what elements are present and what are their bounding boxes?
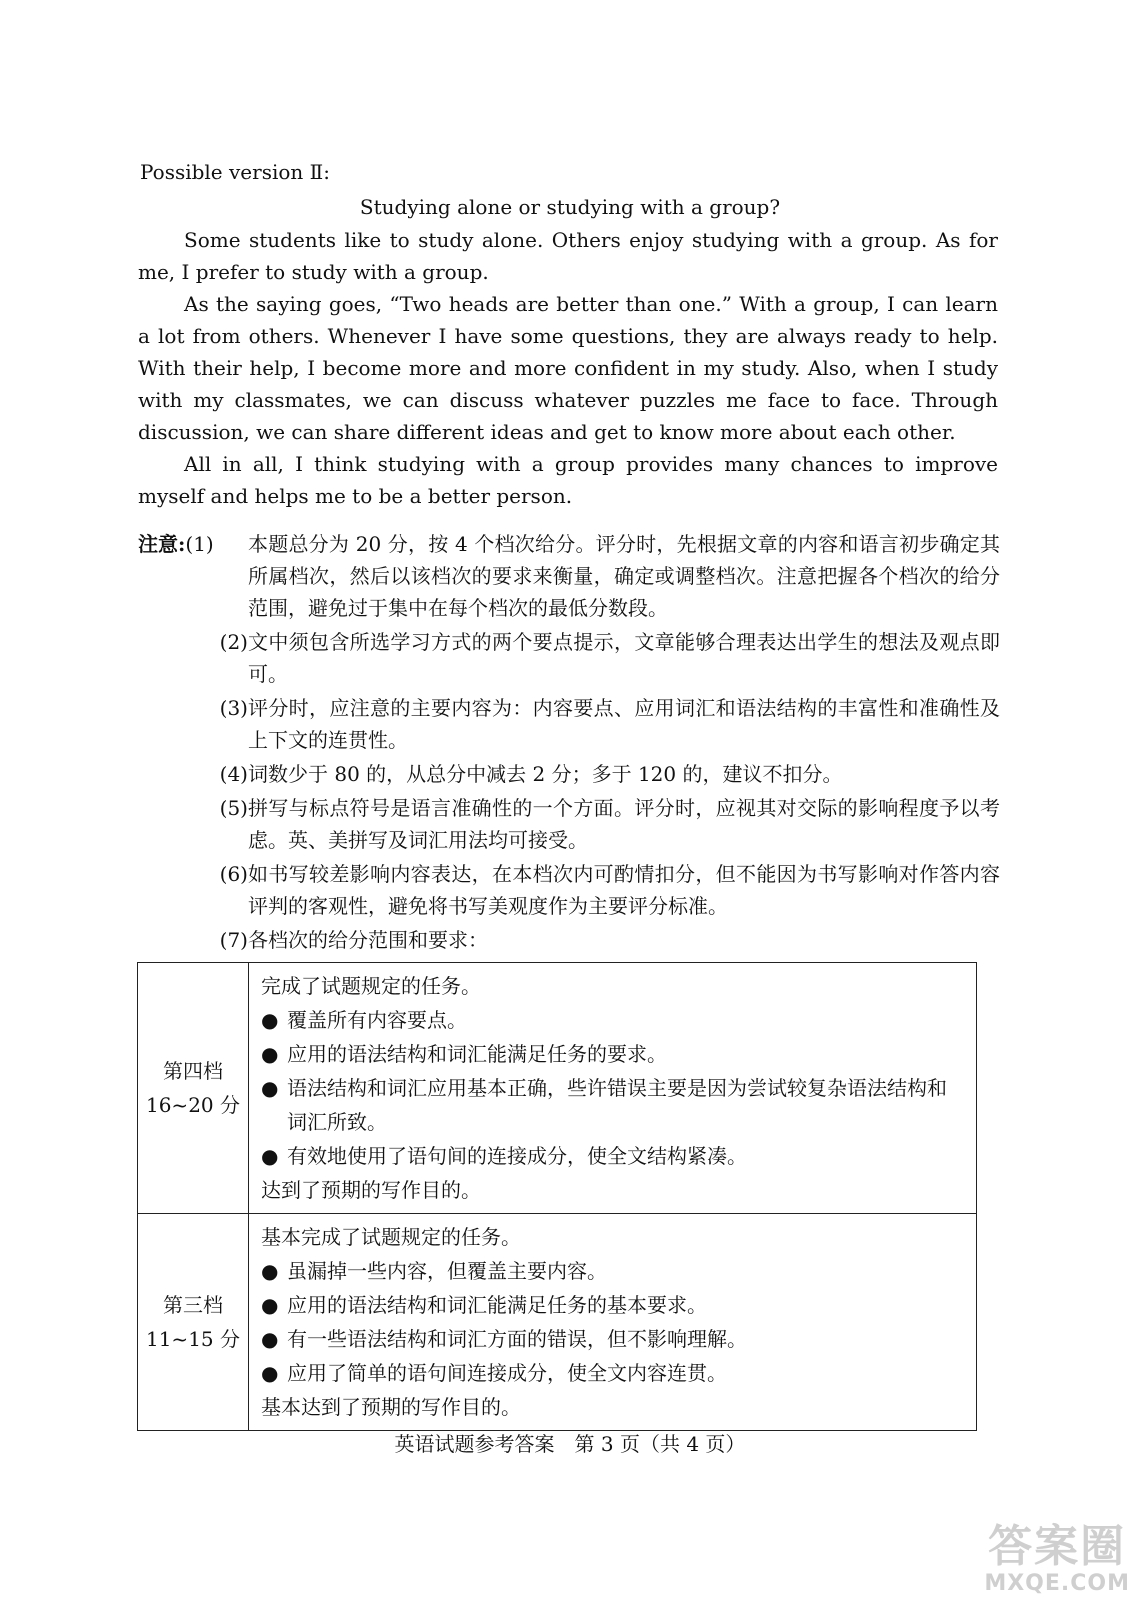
note-item [138, 858, 1000, 922]
criterion-text: 有效地使用了语句间的连接成分，使全文结构紧凑。 [287, 1144, 747, 1168]
criterion-text: 虽漏掉一些内容，但覆盖主要内容。 [287, 1259, 607, 1283]
scoring-notes [138, 528, 1000, 958]
note-marker: (1) [185, 532, 214, 556]
grade-range: 11~15 分 [145, 1327, 240, 1351]
note-marker: (4) [219, 762, 248, 786]
note-marker: (5) [219, 796, 248, 820]
bullet-icon: ● [261, 1327, 279, 1351]
grade-criterion [261, 1288, 966, 1322]
grade-description [249, 963, 977, 1214]
note-text: 本题总分为 20 分，按 4 个档次给分。评分时，先根据文章的内容和语言初步确定其所属档次，然后以该档次的要求来衡量，确定或调整档次。注意把握各个档次的给分范围，避免过于集中在每个档次的最低分数段。 [248, 532, 1000, 620]
grade-outro: 基本达到了预期的写作目的。 [261, 1395, 521, 1419]
criterion-text: 应用的语法结构和词汇能满足任务的要求。 [287, 1042, 667, 1066]
note-text: 如书写较差影响内容表达，在本档次内可酌情扣分，但不能因为书写影响对作答内容评判的客观性，避免将书写美观度作为主要评分标准。 [248, 862, 1000, 918]
note-text: 拼写与标点符号是语言准确性的一个方面。评分时，应视其对交际的影响程度予以考虑。英、美拼写及词汇用法均可接受。 [248, 796, 1000, 852]
watermark-logo: 答案圈 [988, 1521, 1127, 1572]
bullet-icon: ● [261, 1259, 279, 1283]
grade-criterion [261, 1356, 966, 1390]
note-text: 各档次的给分范围和要求： [248, 928, 488, 952]
essay-paragraph: Some students like to study alone. Others enjoy studying with a group. As for me, I prefer to study with a group. [138, 228, 998, 284]
grade-row [138, 963, 977, 1214]
grade-range: 16~20 分 [145, 1093, 240, 1117]
bullet-icon: ● [261, 1293, 279, 1317]
essay-paragraph: As the saying goes, “Two heads are better than one.” With a group, I can learn a lot from others. Whenever I have some questions, they are always ready to help. With their help, I become more and more confident in my study. Also, when I study with my classmates, we can discuss whatever puzzles me face to face. Through discussion, we can share different ideas and get to know more about each other. [138, 292, 998, 444]
bullet-icon: ● [261, 1008, 279, 1032]
bullet-icon: ● [261, 1076, 279, 1100]
note-item [138, 924, 1000, 956]
grade-criterion [261, 1037, 966, 1071]
note-item [138, 792, 1000, 856]
note-marker: (6) [219, 862, 248, 886]
note-marker: (3) [219, 696, 248, 720]
page-footer: 英语试题参考答案 第 3 页（共 4 页） [394, 1432, 746, 1456]
criterion-text: 应用了简单的语句间连接成分，使全文内容连贯。 [287, 1361, 727, 1385]
note-text: 文中须包含所选学习方式的两个要点提示，文章能够合理表达出学生的想法及观点即可。 [248, 630, 1000, 686]
grade-level-cell [138, 963, 249, 1214]
grade-level: 第三档 [163, 1293, 223, 1317]
bullet-icon: ● [261, 1042, 279, 1066]
criterion-text: 语法结构和词汇应用基本正确，些许错误主要是因为尝试较复杂语法结构和词汇所致。 [287, 1076, 947, 1134]
note-text: 评分时，应注意的主要内容为：内容要点、应用词汇和语法结构的丰富性和准确性及上下文的连贯性。 [248, 696, 1000, 752]
criterion-text: 有一些语法结构和词汇方面的错误，但不影响理解。 [287, 1327, 747, 1351]
grade-outro: 达到了预期的写作目的。 [261, 1178, 481, 1202]
grading-table [137, 962, 977, 1431]
grade-criterion [261, 1003, 966, 1037]
note-text: 词数少于 80 的，从总分中减去 2 分；多于 120 的，建议不扣分。 [248, 762, 843, 786]
note-item [138, 528, 1000, 624]
grade-level-cell [138, 1214, 249, 1431]
grade-intro: 完成了试题规定的任务。 [261, 974, 481, 998]
essay-body [138, 224, 998, 512]
note-item [138, 692, 1000, 756]
bullet-icon: ● [261, 1144, 279, 1168]
essay-title: Studying alone or studying with a group? [359, 195, 781, 219]
note-marker: (2) [219, 630, 248, 654]
criterion-text: 覆盖所有内容要点。 [287, 1008, 467, 1032]
notes-heading: 注意: [138, 532, 186, 556]
grade-description [249, 1214, 977, 1431]
note-marker: (7) [219, 928, 248, 952]
grade-criterion [261, 1071, 966, 1139]
watermark-url: MXQE.COM [984, 1571, 1130, 1596]
grade-criterion [261, 1254, 966, 1288]
watermark [984, 1523, 1130, 1596]
grade-criterion [261, 1139, 966, 1173]
note-item [138, 758, 1000, 790]
note-item [138, 626, 1000, 690]
criterion-text: 应用的语法结构和词汇能满足任务的基本要求。 [287, 1293, 707, 1317]
bullet-icon: ● [261, 1361, 279, 1385]
version-label: Possible version Ⅱ: [140, 160, 330, 184]
grade-row [138, 1214, 977, 1431]
grade-level: 第四档 [163, 1059, 223, 1083]
essay-paragraph: All in all, I think studying with a group provides many chances to improve myself and helps me to be a better person. [138, 452, 998, 508]
grade-intro: 基本完成了试题规定的任务。 [261, 1225, 521, 1249]
grade-criterion [261, 1322, 966, 1356]
